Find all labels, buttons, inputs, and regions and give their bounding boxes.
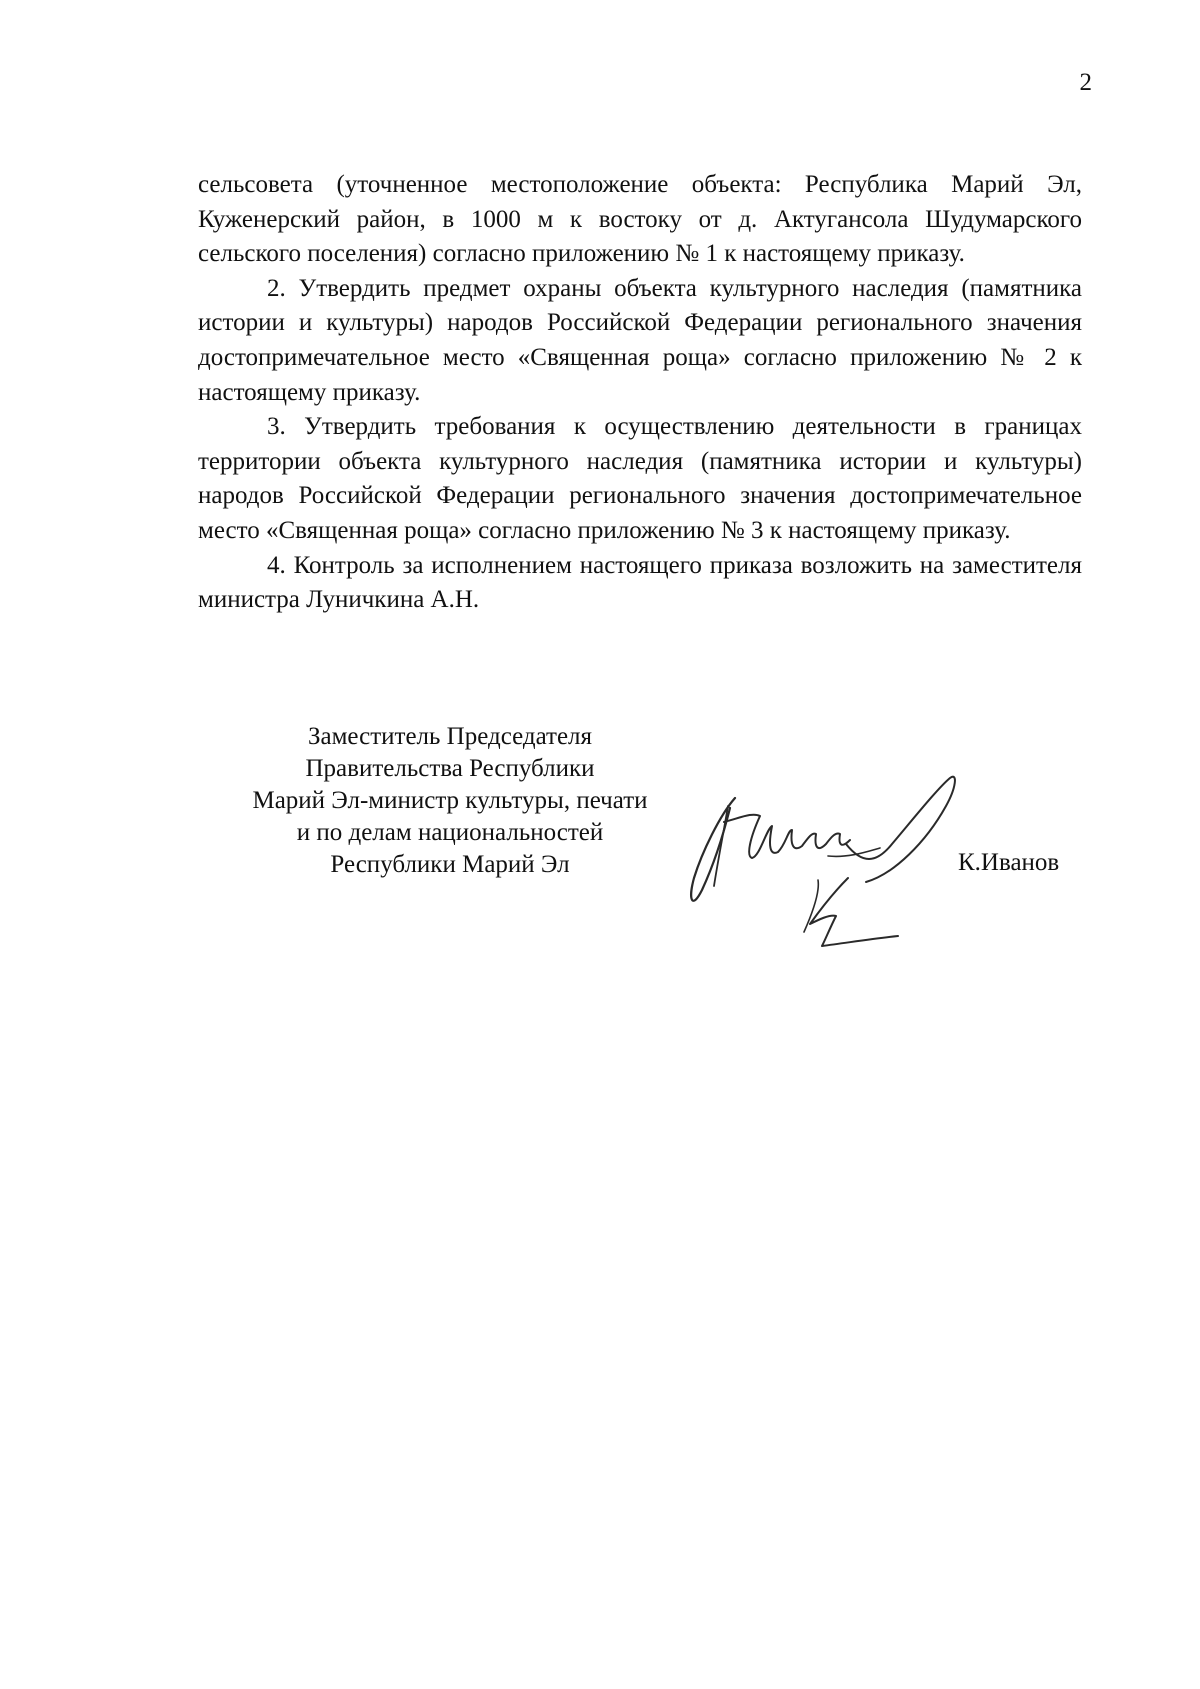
- page-number: 2: [1079, 69, 1092, 96]
- signatory-position: [190, 721, 710, 881]
- position-line: Правительства Республики: [305, 755, 595, 782]
- position-line: Республики Марий Эл: [330, 851, 570, 878]
- paragraph-continuation: сельсовета (уточненное местоположение объекта: Республика Марий Эл, Куженерский район, в 1000 м к востоку от д. Актугансола Шудумарского сельского поселения) согласно приложению № 1 к настоящему приказу.: [198, 171, 1082, 268]
- handwritten-signature-icon: [680, 760, 970, 960]
- paragraph-item-4: 4. Контроль за исполнением настоящего приказа возложить на заместителя министра Луничкина А.Н.: [198, 551, 1082, 614]
- position-line: Заместитель Председателя: [307, 723, 593, 750]
- document-body: [198, 168, 1082, 618]
- paragraph-item-3: 3. Утвердить требования к осуществлению деятельности в границах территории объекта культурного наследия (памятника истории и культуры) народов Российской Федерации регионального значения достопримечательное место «Священная роща» согласно приложению № 3 к настоящему приказу.: [198, 413, 1082, 544]
- signer-name: К.Иванов: [958, 849, 1060, 876]
- paragraph-item-2: 2. Утвердить предмет охраны объекта культурного наследия (памятника истории и культуры) народов Российской Федерации регионального значения достопримечательное место «Священная роща» согласно приложению № 2 к настоящему приказу.: [198, 274, 1082, 406]
- position-line: Марий Эл-министр культуры, печати: [252, 787, 648, 814]
- position-line: и по делам национальностей: [296, 819, 604, 846]
